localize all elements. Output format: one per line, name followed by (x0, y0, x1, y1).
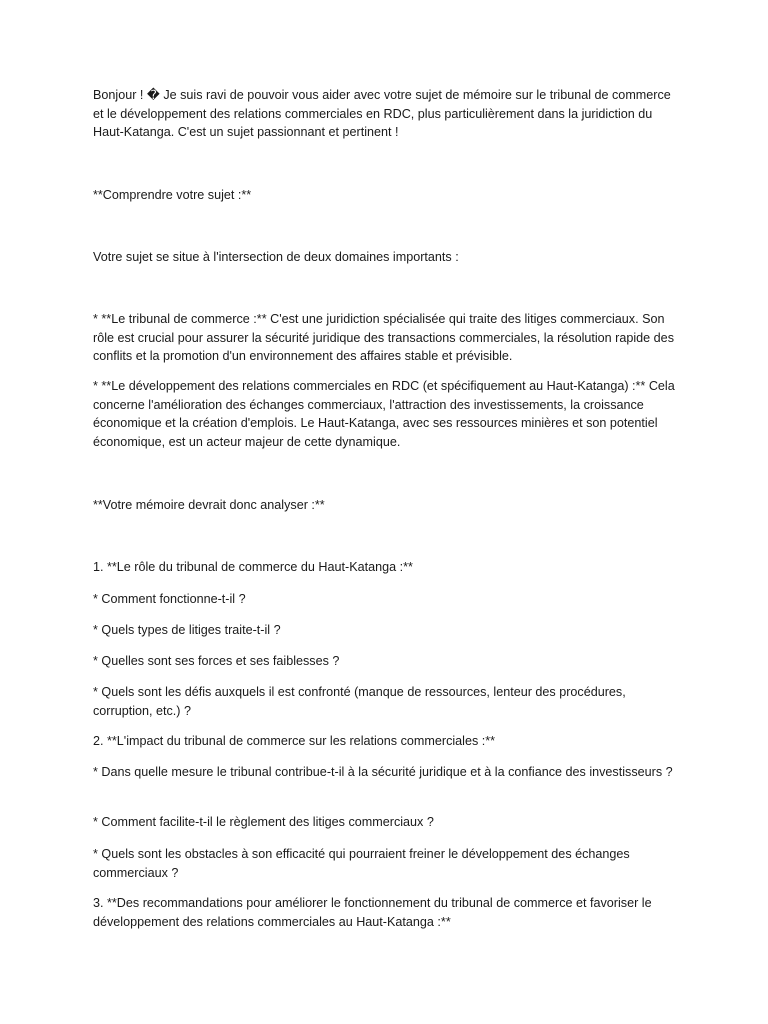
list-subitem-1c: * Quelles sont ses forces et ses faiblesses ? (93, 654, 340, 668)
list-subitem-1d: * Quels sont les défis auxquels il est confronté (manque de ressources, lenteur des procédures, corruption, etc.) ? (93, 685, 626, 718)
heading-understand: **Comprendre votre sujet :** (93, 188, 252, 202)
list-item-3: 3. **Des recommandations pour améliorer le fonctionnement du tribunal de commerce et favoriser le développement des relations commerciales au Haut-Katanga :** (93, 896, 652, 929)
list-item-1: 1. **Le rôle du tribunal de commerce du Haut-Katanga :** (93, 560, 413, 574)
bullet-development: * **Le développement des relations commerciales en RDC (et spécifiquement au Haut-Katanga) :** Cela concerne l'amélioration des échanges commerciaux, l'attraction des investissements, la croissance économique et la création d'emplois. Le Haut-Katanga, avec ses ressources minières et son potentiel économique, est un acteur majeur de cette dynamique. (93, 379, 675, 449)
intro-paragraph: Bonjour ! � Je suis ravi de pouvoir vous aider avec votre sujet de mémoire sur le tribunal de commerce et le développement des relations commerciales en RDC, plus particulièrement dans la juridiction du Haut-Katanga. C'est un sujet passionnant et pertinent ! (93, 88, 671, 139)
list-subitem-1a: * Comment fonctionne-t-il ? (93, 592, 246, 606)
list-subitem-1b: * Quels types de litiges traite-t-il ? (93, 623, 281, 637)
list-subitem-2b: * Comment facilite-t-il le règlement des litiges commerciaux ? (93, 815, 434, 829)
bullet-tribunal: * **Le tribunal de commerce :** C'est une juridiction spécialisée qui traite des litiges commerciaux. Son rôle est crucial pour assurer la sécurité juridique des transactions commerciales, la résolution rapide des conflits et la promotion d'un environnement des affaires stable et prévisible. (93, 312, 674, 363)
list-subitem-2c: * Quels sont les obstacles à son efficacité qui pourraient freiner le développement des échanges commerciaux ? (93, 847, 630, 880)
list-item-2: 2. **L'impact du tribunal de commerce sur les relations commerciales :** (93, 734, 496, 748)
domains-intro: Votre sujet se situe à l'intersection de deux domaines importants : (93, 250, 459, 264)
heading-analyze: **Votre mémoire devrait donc analyser :** (93, 498, 325, 512)
list-subitem-2a: * Dans quelle mesure le tribunal contribue-t-il à la sécurité juridique et à la confiance des investisseurs ? (93, 765, 673, 779)
